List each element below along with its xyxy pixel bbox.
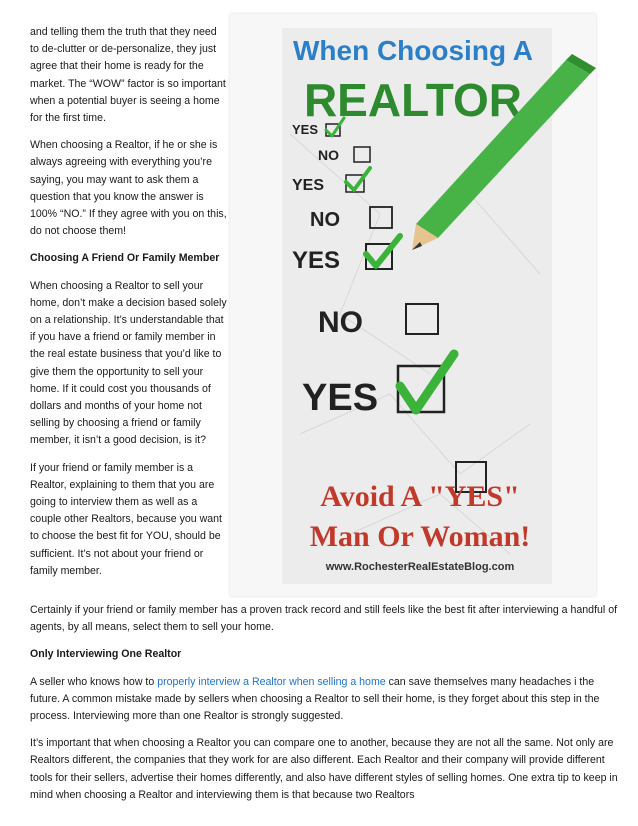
paragraph-compare-realtors: It’s important that when choosing a Realtor you can compare one to another, because they are not all the same. Not only are Realtors different, the companies that they work for are also different. Each Realtor and their company will provide different tools for their sellers, advertise their homes differently, and also have different styles of selling homes. One extra tip to keep in mind when choosing a Realtor and interviewing them is that because two Realtors bbox=[30, 737, 618, 801]
graphic-url: www.RochesterRealEstateBlog.com bbox=[325, 561, 515, 573]
graphic-title-line1: When Choosing A bbox=[292, 35, 534, 66]
realtor-graphic bbox=[230, 14, 596, 596]
full-width-text bbox=[30, 602, 620, 814]
checklist-label-5: YES bbox=[292, 247, 341, 274]
graphic-footer-line1: Avoid A "YES" bbox=[320, 480, 520, 513]
checklist-label-6: NO bbox=[318, 306, 363, 339]
graphic-title-line2: REALTOR bbox=[303, 74, 523, 126]
interview-text-before: A seller who knows how to bbox=[30, 675, 158, 688]
heading-only-interviewing: Only Interviewing One Realtor bbox=[30, 648, 182, 661]
interview-realtor-link[interactable]: properly interview a Realtor when selling a home bbox=[157, 675, 386, 688]
paragraph-continuation: Certainly if your friend or family member has a proven track record and still feels like the best fit after interviewing a handful of agents, by all means, select them to sell your home. bbox=[30, 604, 618, 634]
paragraph-wow-factor: and telling them the truth that they need to de-clutter or de-personalize, they just agree that their home is ready for the market. The “WOW” factor is so important when a potential buyer is seeing a home for the first time. bbox=[30, 26, 226, 125]
left-column bbox=[30, 24, 228, 580]
checklist-label-7: YES bbox=[302, 377, 379, 419]
checklist-label-4: NO bbox=[310, 209, 340, 231]
paragraph-relationship: When choosing a Realtor to sell your home, don’t make a decision based solely on a relationship. It’s understandable that if you have a friend or family member in the real estate business that you’d like to give them the opportunity to sell your home. If it could cost you thousands of dollars and months of your home not selling by choosing a friend or family member, it isn’t a good decision, is it? bbox=[30, 279, 227, 447]
realtor-graphic-svg bbox=[230, 14, 596, 596]
checklist-label-3: YES bbox=[292, 177, 325, 194]
heading-friend-family: Choosing A Friend Or Family Member bbox=[30, 252, 220, 265]
paragraph-interviewing bbox=[30, 674, 620, 726]
checklist-label-2: NO bbox=[318, 147, 339, 163]
graphic-footer-line2: Man Or Woman! bbox=[309, 520, 531, 553]
checklist-label-1: YES bbox=[292, 122, 319, 137]
paragraph-agreeing: When choosing a Realtor, if he or she is always agreeing with everything you’re saying, you may want to ask them a question that you know the answer is 100% “NO.” If they agree with you on this, do not choose them! bbox=[30, 139, 227, 238]
interview-text-after: can save themselves many headaches i the future. A common mistake made by sellers when choosing a Realtor to sell their home, is they forget about this step in the process. Interviewing more than one Realtor is strongly suggested. bbox=[30, 675, 600, 723]
paragraph-interview-friend: If your friend or family member is a Realtor, explaining to them that you are going to interview them as well as a couple other Realtors, because you want to choose the best fit for YOU, should be sufficient. It’s not about your friend or family member. bbox=[30, 461, 222, 577]
